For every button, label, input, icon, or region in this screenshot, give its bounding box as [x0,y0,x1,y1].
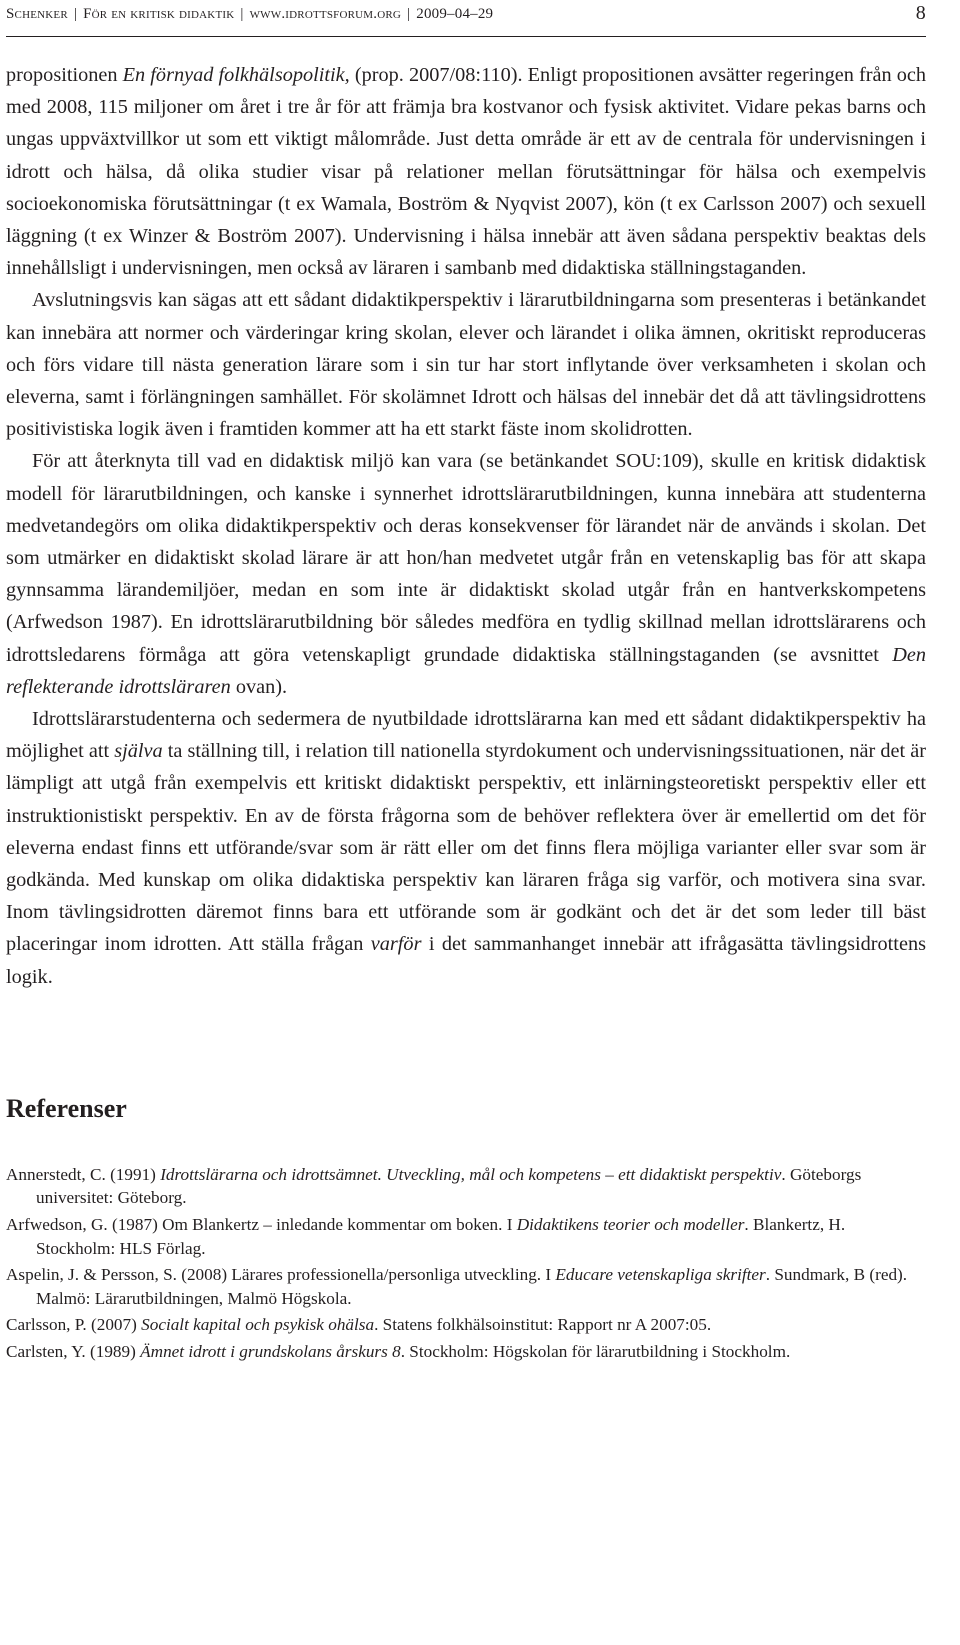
italic-text: själva [114,740,163,763]
body-paragraph [6,284,926,445]
running-head-site: www.idrottsforum.org [249,6,402,22]
text-run: i det sammanhanget innebär att ifrågasätta tävlingsidrottens logik. [6,933,926,988]
references-heading: Referenser [6,1093,127,1123]
text-run: . Göteborgs universitet: Göteborg. [36,1164,862,1208]
body-paragraph [6,59,926,284]
references-list [6,1163,926,1364]
text-run: Aspelin, J. & Persson, S. (2008) Lärares professionella/personliga utveckling. I [6,1265,556,1285]
text-run: Carlsson, P. (2007) [6,1315,142,1335]
running-head-separator: | [407,6,411,22]
text-run: Carlsten, Y. (1989) [6,1342,141,1362]
running-head-date: 2009–04–29 [416,6,494,22]
text-run: Annerstedt, C. (1991) [6,1164,161,1184]
body-paragraph [6,445,926,703]
body-paragraph [6,703,926,993]
running-head-text [6,6,493,23]
text-run: ta ställning till, i relation till nationella styrdokument och undervisningssituationen, när det är lämpligt att utgå från exempelvis ett kritiskt didaktiskt perspektiv, ett inlärningsteoretiskt perspektiv eller ett instruktionistiskt perspektiv. En av de första frågorna som de behöver reflektera över är emellertid om det för eleverna endast finns ett utförande/svar som är rätt eller om det finns flera möjliga varianter eller svar som är godkända. Med kunskap om olika didaktiska perspektiv kan läraren fråga sig varför, och motivera sina svar. Inom tävlingsidrotten däremot finns bara ett utförande som är godkänt och det är det som leder till bäst placeringar inom idrotten. Att ställa frågan [6,740,927,956]
running-head-title: För en kritisk didaktik [83,6,235,22]
reference-item [6,1213,926,1260]
reference-item [6,1313,926,1337]
italic-text: Educare vetenskapliga skrifter [555,1265,766,1285]
running-head [6,0,926,37]
body-text [6,59,926,993]
italic-text: En förnyad folkhälsopolitik, [122,64,350,86]
reference-item [6,1163,926,1210]
italic-text: Den reflekterande idrottsläraren [6,643,926,698]
text-run: Avslutningsvis kan sägas att ett sådant didaktikperspektiv i lärarutbildningarna som presenteras i betänkandet kan innebära att normer och värderingar kring skolan, elever och lärandet i olika ämnen, okritiskt reproduceras och förs vidare till nästa generation lärare som i sin tur har stort inflytande över verksamheten i skolan och eleverna, samt i förlängningen samhället. För skolämnet Idrott och hälsas del innebär det då att tävlingsidrottens positivistiska logik även i framtiden kommer att ha ett starkt fäste inom skolidrotten. [6,289,926,441]
italic-text: Socialt kapital och psykisk ohälsa [141,1315,375,1335]
text-run: . Blankertz, H. Stockholm: HLS Förlag. [36,1215,846,1258]
text-run: . Statens folkhälsoinstitut: Rapport nr A 2007:05. [374,1315,712,1335]
italic-text: Ämnet idrott i grundskolans årskurs 8 [140,1342,401,1362]
text-run: (prop. 2007/08:110). Enligt propositionen avsätter regeringen från och med 2008, 115 miljoner om året i tre år för att främja bra kostvanor och fysisk aktivitet. Vidare pekas barns och ungas uppväxtvillkor ut som ett viktigt målområde. Just detta område är ett av de centrala för undervisningen i idrott och hälsa, då olika studier visar på relationer mellan förutsättningar för hälsa och exempelvis socioekonomiska förutsättningar (t ex Wamala, Boström & Nyqvist 2007), kön (t ex Carlsson 2007) och sexuell läggning (t ex Winzer & Boström 2007). Undervisning i hälsa innebär att även sådana perspektiv beaktas dels innehållsligt i undervisningen, men också av läraren i sambanb med didaktiska ställningstaganden. [6,64,927,280]
running-head-separator: | [240,6,244,22]
text-run: För att återknyta till vad en didaktisk miljö kan vara (se betänkandet SOU:109), skulle en kritisk didaktisk modell för lärarutbildningen, och kanske i synnerhet idrottslärarutbildningen, kunna innebära att studenterna medvetandegörs om olika didaktikperspektiv och deras konsekvenser för lärandet när de används i skolan. Det som utmärker en didaktiskt skolad lärare är att hon/han medvetet utgår från en vetenskaplig bas för att skapa gynnsamma lärandemiljöer, medan en som inte är didaktiskt skolad utgår från en hantverkskompetens (Arfwedson 1987). En idrottslärarutbildning bör således medföra en tydlig skillnad mellan idrottslärarens och idrottsledarens förmåga att göra vetenskapligt grundade didaktiska ställningstaganden (se avsnittet [6,450,926,666]
running-head-author: Schenker [6,6,68,22]
text-run: Arfwedson, G. (1987) Om Blankertz – inledande kommentar om boken. I [6,1215,517,1235]
italic-text: Didaktikens teorier och modeller [516,1215,745,1235]
running-head-separator: | [73,6,78,22]
italic-text: Idrottslärarna och idrottsämnet. Utveckling, mål och kompetens – ett didaktiskt perspektiv [160,1164,782,1184]
reference-item [6,1263,926,1310]
page-number: 8 [915,2,926,24]
text-run: Idrottslärarstudenterna och sedermera de nyutbildade idrottslärarna kan med ett sådant didaktikperspektiv ha möjlighet att [6,708,926,763]
text-run: . Sundmark, B (red). Malmö: Lärarutbildningen, Malmö Högskola. [36,1265,908,1308]
italic-text: varför [370,933,422,956]
reference-item [6,1340,926,1364]
text-run: propositionen [6,64,123,86]
text-run: . Stockholm: Högskolan för lärarutbildning i Stockholm. [400,1342,791,1362]
text-run: ovan). [230,675,288,698]
